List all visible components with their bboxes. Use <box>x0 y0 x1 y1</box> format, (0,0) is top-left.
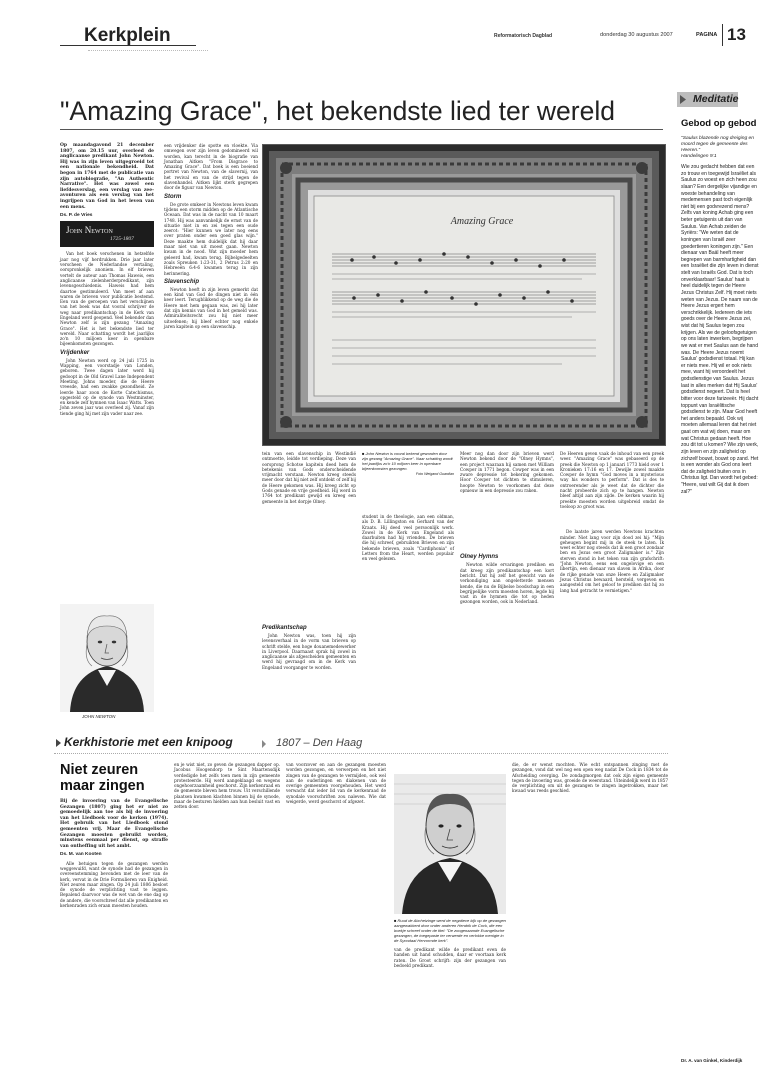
kh-col-1 <box>60 762 168 1062</box>
article-col4-text: student in de theologie, aan een oldman, als D. B. Lillingston en Gerhard van der Kraats. Hij deed veel persoonlijk werk. Zowel in de Kerk van Engeland als daarbuiten had hij vrienden. De brieven die hij schreef, gebruikten Brieven en zijn bekende brieven, zoals "Cardiphonia" of Letters from the Heart, werden populair en veel gelezen. <box>362 514 454 562</box>
article-col2-text: een vrijdenker die spotte en vloekte. Via omwegen over zijn leven gedomineerd wil worden, kan terecht in de biografie van Jonathan Aitken "From Disgrace to Amazing Grace". Dat boek is een boeiend portret van Newton, van de slavernij, van het revival en van de strijd tegen de slavenhandel. Aitken lijkt sterk gegrepen door de figuur van Newton. <box>164 143 258 191</box>
banner-separator <box>262 740 266 748</box>
nameplate-years: 1725-1807 <box>110 236 134 243</box>
caption-text: John Newton is vooral bekend geworden door zijn gezang "Amazing Grace". Naar schatting wordt het jaarlijks zo'n 10 miljoen keer in openbare bijeenkomsten gezongen. <box>362 451 453 471</box>
kh-col3-text: van voorzover en aan de gezangen moesten worden gezongen, en verwerpen en het niet zingen van de gezangen te vermijden, ook wel aan de ouderlingen en diakenen van de overige gemeenten voorgehouden. Het werd verwacht dat ieder lid van de kerkenraad de synodale voorschriften zou naleven. Wie dat weigerde, werd geschorst of afgezet. <box>286 762 386 805</box>
header-tagline: Reformatorisch Dagblad <box>494 33 553 39</box>
kh-col1-text: Alle betuigen tegen de gezangen werden weggewuifd, want de synode had de gezangen in overeenstemming bevonden met de leer van de kerk, vervat in de Drie Formulieren van Enigheid. Niet zeuren maar zingen. Op 24 juli 1806 besloot de synode de verplichting vast te leggen. Bepalend daarvoor was de wet van de ene dag op de andere, die voorschreef dat alle predikanten en kerkenraden zich eraan moesten houden. <box>60 860 168 909</box>
ornate-frame-drawing <box>262 144 666 446</box>
article-col-6 <box>560 451 664 717</box>
illustration-caption-box <box>362 451 454 511</box>
article-col5-text: Meer nog dan door zijn brieven werd Newton bekend door de "Olney Hymns", een project waaraan hij samen met William Cowper in 1771 begon. Cowper was in een zware depressie tot bekering gekomen. Hoor Cowper tot dichten te stimuleren, hoopte Newton te voorkomen dat deze opnieuw in een depressie zou raken. <box>460 451 554 494</box>
kh-byline: Ds. M. van Kooten <box>60 852 102 858</box>
banner-mark-icon <box>56 739 61 747</box>
headline-underline <box>60 129 663 130</box>
meditatie-title: Gebod op gebod <box>681 118 757 129</box>
header-pagina: PAGINA <box>696 32 718 38</box>
page-number: 13 <box>727 25 746 44</box>
kh-col5-text: die, de er wenst mochten. Wie echt ontspannen zinging met de gezangen, vond dat wel nog een open weg nadat De Cock in 1834 tot de Afscheiding overging. De zondagmorgen dat ook zijn eigen gemeente tegen de invoering was, groeide de weerstand. Uiteindelijk werd in 1857 de verplichting om uit de gezangen te zingen ingetrokken, maar het kwaad was reeds geschied. <box>512 762 668 794</box>
article-col-2 <box>164 143 258 717</box>
kerkhistorie-dotted-rule <box>54 753 668 754</box>
header-bar <box>54 22 746 52</box>
illustration-caption <box>362 451 454 471</box>
sub-olney-hymns: Olney Hymns <box>460 554 499 561</box>
kh-caption-text: Ruud de Abcheizinge werd de negatieve kijk op de gezangen aangewakkerd door onder anderen Hendrik de Cock, die een boekje schreef onder de titel: "De zoogenaamde Evangelische gezangen, de toegepaste ter verwerde en verlokke menigte in de Synodaal Hervormde kerk". <box>394 918 506 943</box>
newton-portrait <box>60 604 154 712</box>
kh-col-4 <box>394 918 506 1062</box>
header-dotted-rule <box>88 50 208 51</box>
kh-lead: Bij de invoering van de Evangelische Gezangen (1807) ging het er niet zo gemoedelijk aan toe als bij de invoering van het Liedboek voor de kerken (1974). Het gebruik van het Liedboek stond gemeenten vrij. Maar de Evangelische Gezangen moesten gebruikt worden, minstens eenmaal per dienst, op straffe van ontheffing uit het ambt. <box>60 799 168 849</box>
article-col-5 <box>460 451 554 717</box>
article-col3-text: tein van een slavenschip in Westindië ontmoette, leidde tot verdieping. Deze van oorsprong Schotse kapitein deed hem de betekenis van Gods onderscheidende vrijmacht verstaan. Newton kreeg steeds meer door dat hij niet zelf ontdekt of zelf bij de Heere gekomen was. Hij kreeg zicht op Gods genade en vrije goedheid. Hij werd in 1764 tot predikant gewijd en kreeg een gemeente in het dorpje Olney. <box>262 451 356 504</box>
sub-predikantschap: Predikantschap <box>262 624 307 631</box>
de-cock-portrait <box>394 774 506 914</box>
newton-portrait-drawing <box>60 604 154 712</box>
meditatie-quote-text: "Saulus blazende nog dreiging en moord tegen de gemeente des Heeren." <box>681 136 754 153</box>
kh-col2-text: en je wist niet, zo geven de gezangen dapper op. Jacobus Hoogendorp te Sint Maartensdijk verdedigde het zelfs toen men in zijn gemeente protesteerde. Hij werd aangeklaagd en wegens ongehoorzaamheid geschorst. Zijn kerkenraad en de gemeente bleven hem trouw. Uit verschillende plaatsen kwamen klachten binnen bij de synode, maar de besturen hielden aan hun besluit vast en zetten door. <box>174 762 280 810</box>
article-col3-text-b: John Newton was, toen hij zijn levensverhaal in de vorm van brieven op schrift stelde, een hoge douanemedewerker in Liverpool. Daarnaast sprak hij zowel in anglicaanse als afgescheiden gemeenten en werd hij gevraagd om in de Kerk van Engeland voorganger te worden. <box>262 632 356 670</box>
article-col5-text-b: Newton wilde ervaringen prediken en dat kreeg zijn predikantschap een kort bericht. Dat hij zelf het gewicht van de verkondiging aan ongeletterde mensen kende, die nu de Bijbelse boodschap in een begrijpelijke vorm moesten horen, legde hij vast in de hymnen die tot op heden gezongen worden, ook in Nederland. <box>460 562 554 605</box>
illustration-credit: Foto Weigand Guardian <box>415 472 454 476</box>
article-col-3 <box>262 451 356 717</box>
sub-storm: Storm <box>164 193 182 200</box>
article-col6-text: De Heeren geven vaak de inhoud van een preek weer. "Amazing Grace" was gebaseerd op de preek die Newton op 1 januari 1773 hield over 1 Kronieken 17:16 en 17. Dewijle zowel maakte Cowper de hymn "God moves in a mysterious way his wonders to perform". Dat is des te ontroerender als je weet dat de dichter die nacht probeerde zich op te hangen. Newton bleef altijd aan zijn zijde. De kerken waarin hij preekte moesten worden uitgebreid omdat de toeloop zo groot was. <box>560 451 664 509</box>
kh-col-2 <box>174 762 280 1062</box>
article-col-1 <box>60 143 154 503</box>
article-lead: Op maandagavond 21 december 1807, om 20.15 uur, overleed de anglicaanse predikant John Newton. Hij was in zijn leven uitgegroeid tot een nationale bekendheid. Dat begon in 1764 met de publicatie van zijn autobiografie, "An Authentic Narrative". Het was zowel een liefdesverslag, een verslag van zee-avonturen als een verslag van het ingrijpen van God in het leven van een mens. <box>60 143 154 210</box>
meditatie-sidebar <box>677 92 759 1068</box>
meditatie-text: Wie zou gedacht hebben dat een zo trouw en toegewijd Israëliet als Saulus zo woest en zich heen zou slaan? Een dergelijke vijandige en woeste behandeling van medemensen past toch eigenlijk niet bij een godvrezend mens? Zelfs van koning Achab ging een beter getuigenis uit dan van Saulus. Van Achab zeiden de Syriërs: "We weten dat de koningen van Israël zeer goedertieren koningen zijn." Een dienaar van Baäl heeft meer begrepen van barmhartigheid dan een Israëliet die zijn leven in dienst stelt van Israëls God. Dat is toch onverklaarbaar! Saulus' haat is heel duidelijk tegen de Heere Jezus Christus Zelf. Hij moet niets weten van Jezus. De naam van de Heere Jezus ergert hem verschrikkelijk. Iedereen die iets goeds over de Heere Jezus zei, wist dat hij Saulus tegen zou krijgen. Als we de geloofsgetuigen op ons laten inwerken, begrijpen we wat er met Saulus aan de hand was. De Heere Jezus noemt Saulus' godsdienst totaal. Hij kan er niets mee. Hij wil er ook niets mee, want hij veroordeelt het godsdienstige van Saulus. Jezus laat in alles merken dat Hij Saulus' godsdienst negeert. Dat is heel bitter voor deze farizeeër. Hij dacht toppunt van Israëlitische godsdienst te zijn. Maar God heeft het anders bepaald. Ook wij moeten allemaal leren dat het niet gaat om wat wij doen, maar om wat Christus gedaan heeft. Hoe zou dit tot u komen? Wie zijn werk, zijn leven en zijn zaligheid op zichzelf bouwt, bouwt op zand. Het is een wonder als God ons leert dat de zaligheid buiten ons in Christus ligt. Dan wordt het gebed: "Heere, wat wilt Gij dat ik doen zal?" <box>681 164 759 495</box>
meditatie-label: Meditatie <box>693 93 739 105</box>
kh-portrait-caption <box>394 918 506 943</box>
article-col6-text-b: De laatste jaren werden Newtons krachten minder. Niet lang voor zijn dood zei hij: "Mijn geheugen begint mij in de steek te laten. Ik weet echter nog steeds dat ik een groot zondaar ben en Jezus een groot Zaligmaker is." Zijn sterven stond in het teken van zijn grafschrift: "John Newton, eens een ongelovige en een libertijn, een dienaar van slaven in Afrika, door de rijke genade van onze Heere en Zaligmaker Jezus Christus bewaard, hersteld, vergeven en aangesteld om het geloof te prediken dat hij zo lang had getracht te vernietigen." <box>560 529 664 593</box>
portrait-caption: JOHN NEWTON <box>82 714 116 719</box>
article-byline: Ds. P. de Vries <box>60 213 93 219</box>
kh-col4-text: van de predikant wilde de predikant even de handen uit hand schudden, daar er voortaan kerk raten. De Groot schrijft: zijn der gezangen van bedoeld predikant. <box>394 947 506 968</box>
section-title: Kerkplein <box>84 25 171 46</box>
kh-caption-bullet: ■ <box>394 918 398 923</box>
sub-vrijdenker: Vrijdenker <box>60 349 90 356</box>
nameplate-box <box>60 221 154 247</box>
nameplate-name: John Newton <box>66 225 113 236</box>
header-date: donderdag 30 augustus 2007 <box>600 32 673 38</box>
main-headline: "Amazing Grace", het bekendste lied ter wereld <box>60 96 615 126</box>
article-col2-text-b: De grote omkeer in Newtons leven kwam tijdens een storm midden op de Atlantische Oceaan. Dat was in de nacht van 10 maart 1748. Hij was aanvankelijk de ernst van de situatie niet in en zei tegen een oude zeerot: "Hier kunnen we later nog eens over praten onder een goed glas wijn." Deze maakte hem duidelijk dat hij daar maar niet van uit moest gaan. Newton kwam in de nood. Wat zijn moeder hem geleerd had, kwam terug. Bijbelgedeelten zoals Spreuken 1:23-31, 2 Petrus 2:20 en Hebreeën 6:4-6 kwamen terug in zijn herinnering. <box>164 201 258 276</box>
article-col1-text-b: John Newton werd op 24 juli 1725 in Wapping, een voorstadje van Londen, geboren. Twee dagen later werd hij gedoopt in de Old Gravel Lane Independent Meeting. Johns moeder, die de Heere vreesde, had een zwakke gezondheid. Ze leerde haar zoon de Korte Catechismus, opgesteld op de synode van Westminster, en kende zelf hymnen van Isaac Watts. Toen John zeven jaar was overleed zij. Vanaf zijn tiende ging hij met zijn vader naar zee. <box>60 357 154 416</box>
kerkhistorie-banner-title: Kerkhistorie met een knipoog <box>64 735 233 749</box>
sub-slavenschip: Slavenschip <box>164 278 200 285</box>
illustration-heading: Amazing Grace <box>450 216 514 227</box>
kerkhistorie-banner <box>54 733 614 753</box>
article-col-4 <box>362 514 454 717</box>
amazing-grace-illustration <box>262 144 666 446</box>
kerkhistorie-year-tag: 1807 – Den Haag <box>276 737 363 749</box>
article-col1-text: Van het boek verschenen in hetzelfde jaar nog vijf herdrukken. Drie jaar later verscheen de Nederlandse vertaling, oorspronkelijk anoniem. In elf brieven vertelt de auteur aan Thomas Haweis, een anglicaanse zielenherderpredikant, zijn levensgeschiedenis. Haweis had hem daartoe gestimuleerd. Van meet af aan waren de brieven voor publicatie bestemd. Een van de geroepen van het verschijnen van het boek was dat vooral schrijver de weg naar predikantschap in de Kerk van Engeland werd geopend. Veel bekender dan Newton zelf is zijn gezang "Amazing Grace". Het is het bekendste lied ter wereld. Naar schatting wordt het jaarlijks zo'n 10 miljoen keer in openbare bijeenkomsten gezongen. <box>60 251 154 347</box>
meditatie-ref: Handelingen 9:1 <box>681 154 717 159</box>
de-cock-portrait-drawing <box>394 774 506 914</box>
caption-bullet: ■ <box>362 451 366 456</box>
kh-col-3 <box>286 762 386 1062</box>
kh-col-5 <box>512 762 668 1062</box>
meditatie-quote <box>681 136 757 160</box>
meditatie-author: Dr. A. van Ginkel, Kinderdijk <box>681 1058 743 1063</box>
kh-headline: Niet zeuren maar zingen <box>60 762 145 794</box>
article-col2-text-c: Newton heeft in zijn leven gemerkt dat een kind van God de dingen niet in één keer leert. Terugblikkend op de weg die de Heere met hem gegaan was, zei hij later dat zijn kennis van God in het gemeld was. Admiraliteitsrecht zou hij niet meer uitoefenen; hij bleef echter nog enkele jaren kapitein op een slavenschip. <box>164 286 258 329</box>
